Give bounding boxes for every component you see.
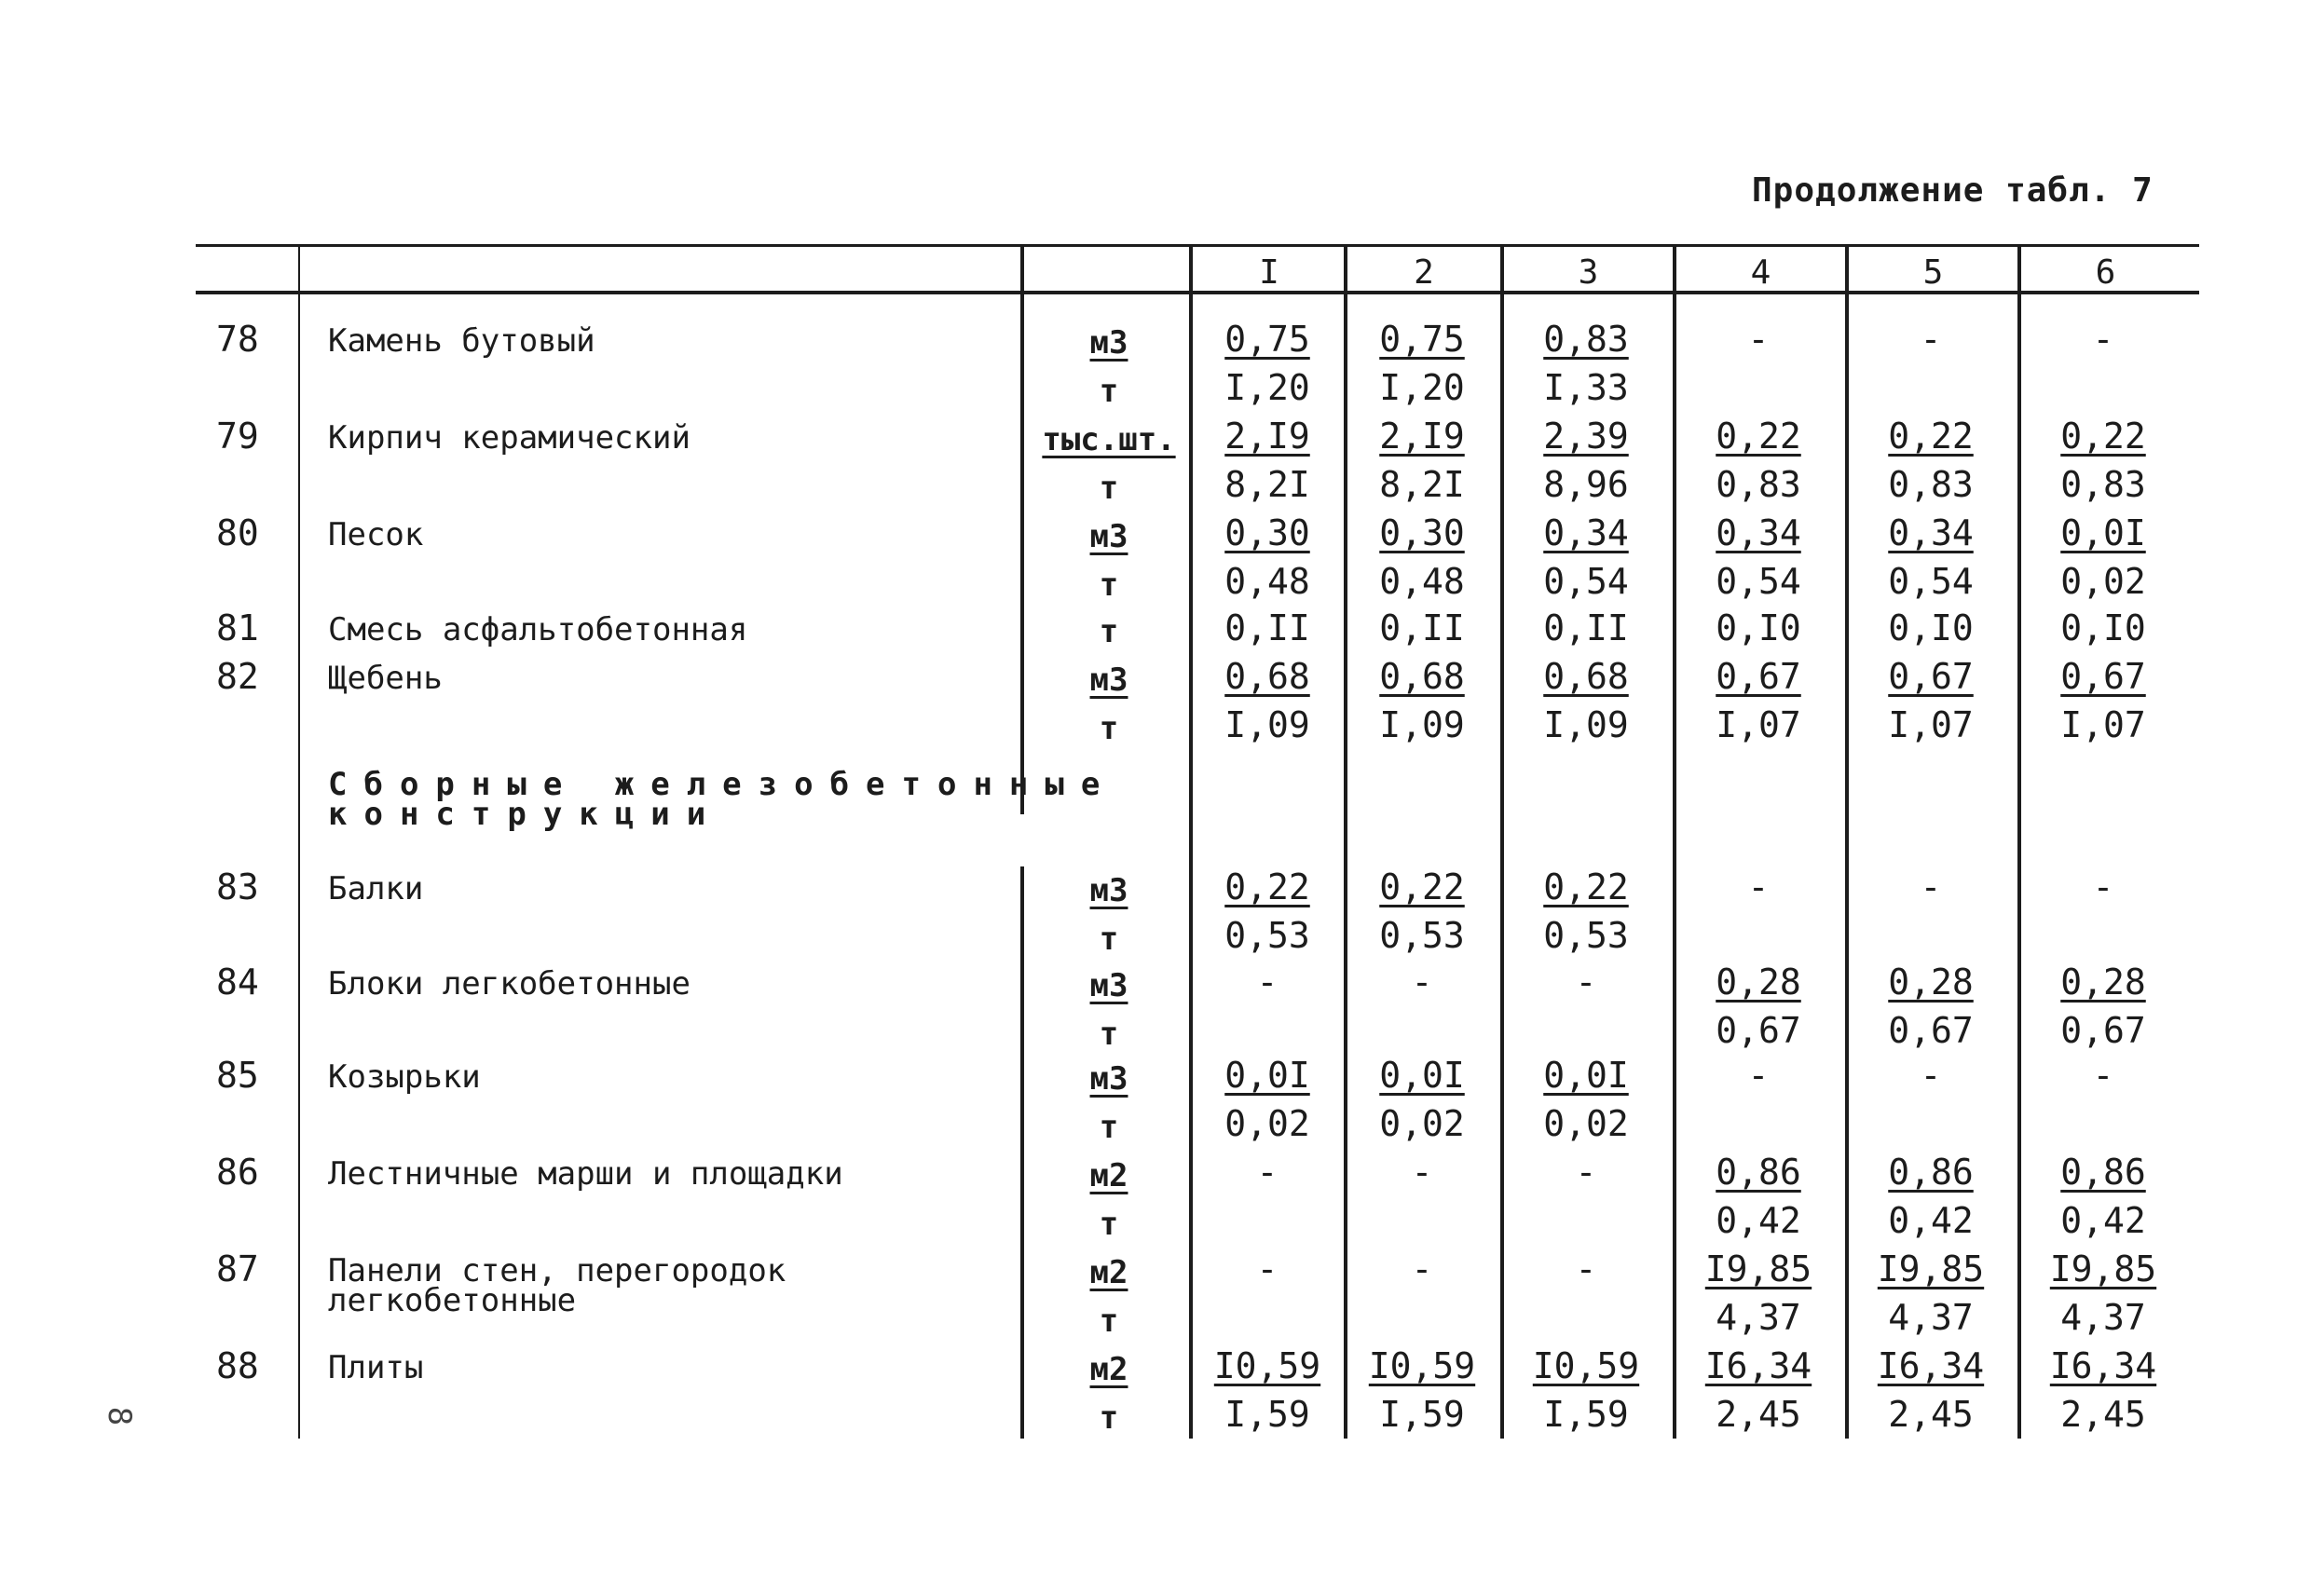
row-number: 79 bbox=[216, 416, 259, 457]
value-cell: 0,68 bbox=[1224, 656, 1310, 697]
value-cell: 0,0I bbox=[1224, 1055, 1310, 1096]
value-cell: I,09 bbox=[1224, 704, 1310, 745]
value-cell: I,59 bbox=[1379, 1394, 1465, 1435]
top-rule bbox=[196, 244, 2199, 247]
value-cell: - bbox=[1256, 962, 1279, 1003]
value-cell: I,07 bbox=[2060, 704, 2146, 745]
value-cell: - bbox=[1575, 1152, 1597, 1193]
value-cell: - bbox=[1575, 1248, 1597, 1289]
row-unit: т bbox=[1099, 1016, 1119, 1053]
value-cell: - bbox=[1411, 1152, 1433, 1193]
value-cell: I9,85 bbox=[2049, 1248, 2157, 1289]
value-cell: 0,53 bbox=[1224, 915, 1310, 956]
row-name: Балки bbox=[328, 870, 424, 907]
row-number: 86 bbox=[216, 1152, 259, 1193]
value-cell: 0,02 bbox=[1379, 1103, 1465, 1144]
col-header-4: 4 bbox=[1750, 253, 1771, 292]
value-cell: 0,II bbox=[1379, 607, 1465, 648]
value-cell: 0,68 bbox=[1543, 656, 1629, 697]
row-number: 81 bbox=[216, 607, 259, 648]
value-cell: I6,34 bbox=[1704, 1345, 1812, 1386]
value-cell: 2,I9 bbox=[1379, 416, 1465, 457]
row-unit: м3 bbox=[1089, 324, 1128, 361]
value-cell: I,07 bbox=[1888, 704, 1974, 745]
value-cell: I6,34 bbox=[2049, 1345, 2157, 1386]
value-cell: 0,30 bbox=[1379, 512, 1465, 553]
value-cell: I9,85 bbox=[1877, 1248, 1985, 1289]
row-unit: т bbox=[1099, 373, 1119, 410]
row-name: Козырьки bbox=[328, 1058, 481, 1096]
row-name: Камень бутовый bbox=[328, 322, 595, 360]
value-cell: - bbox=[1256, 1152, 1279, 1193]
value-cell: 0,30 bbox=[1224, 512, 1310, 553]
value-cell: 8,2I bbox=[1224, 464, 1310, 505]
value-cell: 0,67 bbox=[1716, 656, 1801, 697]
row-number: 88 bbox=[216, 1345, 259, 1386]
row-unit: т bbox=[1099, 921, 1119, 958]
value-cell: I,33 bbox=[1543, 367, 1629, 408]
value-cell: 0,67 bbox=[1888, 656, 1974, 697]
row-unit: м3 bbox=[1089, 1060, 1128, 1098]
value-cell: - bbox=[1256, 1248, 1279, 1289]
value-cell: 0,22 bbox=[1224, 866, 1310, 907]
value-cell: 0,83 bbox=[1888, 464, 1974, 505]
value-cell: - bbox=[1747, 866, 1770, 907]
value-cell: I,59 bbox=[1224, 1394, 1310, 1435]
value-cell: 0,22 bbox=[1379, 866, 1465, 907]
value-cell: 0,83 bbox=[1716, 464, 1801, 505]
value-cell: 0,0I bbox=[1379, 1055, 1465, 1096]
value-cell: I9,85 bbox=[1704, 1248, 1812, 1289]
value-cell: 0,67 bbox=[1888, 1010, 1974, 1051]
row-unit: т bbox=[1099, 470, 1119, 507]
value-cell: I,59 bbox=[1543, 1394, 1629, 1435]
value-cell: - bbox=[1920, 866, 1942, 907]
value-cell: I,20 bbox=[1379, 367, 1465, 408]
row-unit: м2 bbox=[1089, 1157, 1128, 1194]
col-divider-2 bbox=[1500, 246, 1504, 1439]
row-name: легкобетонные bbox=[328, 1282, 577, 1319]
page-mark: 8 bbox=[101, 1406, 139, 1426]
row-number: 87 bbox=[216, 1248, 259, 1289]
row-name: Панели стен, перегородок bbox=[328, 1252, 786, 1289]
value-cell: 0,I0 bbox=[1716, 607, 1801, 648]
value-cell: 0,54 bbox=[1543, 561, 1629, 602]
row-unit: м2 bbox=[1089, 1351, 1128, 1388]
row-unit: м3 bbox=[1089, 967, 1128, 1004]
value-cell: - bbox=[1411, 962, 1433, 1003]
col-divider-5 bbox=[2017, 246, 2021, 1439]
value-cell: 0,42 bbox=[2060, 1200, 2146, 1241]
value-cell: 0,22 bbox=[2060, 416, 2146, 457]
value-cell: 4,37 bbox=[1716, 1297, 1801, 1338]
value-cell: 4,37 bbox=[2060, 1297, 2146, 1338]
value-cell: I0,59 bbox=[1368, 1345, 1476, 1386]
value-cell: 0,0I bbox=[1543, 1055, 1629, 1096]
value-cell: 0,67 bbox=[1716, 1010, 1801, 1051]
col-divider-3 bbox=[1673, 246, 1676, 1439]
value-cell: 0,48 bbox=[1379, 561, 1465, 602]
value-cell: I0,59 bbox=[1213, 1345, 1321, 1386]
value-cell: 0,28 bbox=[2060, 962, 2146, 1003]
col-header-1: I bbox=[1259, 253, 1279, 292]
value-cell: 0,42 bbox=[1716, 1200, 1801, 1241]
row-number: 83 bbox=[216, 866, 259, 907]
value-cell: - bbox=[2092, 866, 2114, 907]
value-cell: 0,I0 bbox=[1888, 607, 1974, 648]
value-cell: 0,42 bbox=[1888, 1200, 1974, 1241]
col-divider-num bbox=[298, 246, 300, 1439]
value-cell: - bbox=[1920, 319, 1942, 360]
row-unit: м3 bbox=[1089, 872, 1128, 909]
value-cell: 0,54 bbox=[1888, 561, 1974, 602]
row-number: 80 bbox=[216, 512, 259, 553]
row-name: Плиты bbox=[328, 1349, 424, 1386]
col-header-6: 6 bbox=[2095, 253, 2116, 292]
value-cell: 4,37 bbox=[1888, 1297, 1974, 1338]
row-number: 84 bbox=[216, 962, 259, 1003]
section-heading-line-2: конструкции bbox=[328, 796, 723, 833]
value-cell: - bbox=[1747, 319, 1770, 360]
row-unit: т bbox=[1099, 1109, 1119, 1146]
value-cell: - bbox=[2092, 319, 2114, 360]
value-cell: 0,34 bbox=[1543, 512, 1629, 553]
row-number: 78 bbox=[216, 319, 259, 360]
value-cell: I,20 bbox=[1224, 367, 1310, 408]
value-cell: 0,48 bbox=[1224, 561, 1310, 602]
value-cell: 0,I0 bbox=[2060, 607, 2146, 648]
row-unit: т bbox=[1099, 566, 1119, 604]
col-divider-unit bbox=[1189, 246, 1193, 1439]
value-cell: - bbox=[2092, 1055, 2114, 1096]
value-cell: 2,I9 bbox=[1224, 416, 1310, 457]
value-cell: 2,39 bbox=[1543, 416, 1629, 457]
col-header-2: 2 bbox=[1414, 253, 1434, 292]
row-unit: т bbox=[1099, 710, 1119, 747]
value-cell: 2,45 bbox=[1716, 1394, 1801, 1435]
row-name: Лестничные марши и площадки bbox=[328, 1155, 843, 1193]
row-name: Кирпич керамический bbox=[328, 419, 691, 457]
value-cell: 0,67 bbox=[2060, 656, 2146, 697]
value-cell: 0,22 bbox=[1716, 416, 1801, 457]
value-cell: 0,54 bbox=[1716, 561, 1801, 602]
value-cell: 0,28 bbox=[1716, 962, 1801, 1003]
value-cell: 0,02 bbox=[2060, 561, 2146, 602]
row-unit: т bbox=[1099, 1206, 1119, 1243]
value-cell: 0,68 bbox=[1379, 656, 1465, 697]
row-number: 85 bbox=[216, 1055, 259, 1096]
col-header-5: 5 bbox=[1922, 253, 1944, 292]
value-cell: - bbox=[1920, 1055, 1942, 1096]
col-divider-name-lower bbox=[1020, 866, 1024, 1439]
value-cell: 2,45 bbox=[2060, 1394, 2146, 1435]
value-cell: 0,83 bbox=[1543, 319, 1629, 360]
value-cell: 0,28 bbox=[1888, 962, 1974, 1003]
value-cell: 0,II bbox=[1224, 607, 1310, 648]
value-cell: 0,II bbox=[1543, 607, 1629, 648]
row-name: Песок bbox=[328, 516, 424, 553]
col-divider-1 bbox=[1344, 246, 1347, 1439]
col-divider-name bbox=[1020, 246, 1024, 814]
value-cell: 0,53 bbox=[1543, 915, 1629, 956]
value-cell: 8,2I bbox=[1379, 464, 1465, 505]
value-cell: I0,59 bbox=[1532, 1345, 1640, 1386]
row-number: 82 bbox=[216, 656, 259, 697]
row-name: Щебень bbox=[328, 660, 443, 697]
row-name: Смесь асфальтобетонная bbox=[328, 611, 748, 648]
value-cell: 0,02 bbox=[1543, 1103, 1629, 1144]
value-cell: I,07 bbox=[1716, 704, 1801, 745]
value-cell: - bbox=[1411, 1248, 1433, 1289]
section-heading bbox=[328, 766, 1117, 833]
col-header-3: 3 bbox=[1578, 253, 1599, 292]
value-cell: 0,83 bbox=[2060, 464, 2146, 505]
value-cell: I,09 bbox=[1379, 704, 1465, 745]
col-divider-4 bbox=[1845, 246, 1849, 1439]
value-cell: 2,45 bbox=[1888, 1394, 1974, 1435]
row-unit: м3 bbox=[1089, 662, 1128, 699]
value-cell: 0,86 bbox=[1716, 1152, 1801, 1193]
value-cell: 0,86 bbox=[1888, 1152, 1974, 1193]
value-cell: 0,34 bbox=[1888, 512, 1974, 553]
section-heading-line-1: Сборные железобетонные bbox=[328, 766, 1117, 803]
value-cell: I6,34 bbox=[1877, 1345, 1985, 1386]
value-cell: 0,75 bbox=[1379, 319, 1465, 360]
row-unit: т bbox=[1099, 1399, 1119, 1437]
value-cell: 0,34 bbox=[1716, 512, 1801, 553]
row-unit: т bbox=[1099, 1303, 1119, 1340]
row-unit: м2 bbox=[1089, 1254, 1128, 1291]
row-unit: т bbox=[1099, 613, 1119, 650]
value-cell: 0,02 bbox=[1224, 1103, 1310, 1144]
value-cell: - bbox=[1747, 1055, 1770, 1096]
table-caption: Продолжение табл. 7 bbox=[1752, 171, 2154, 210]
row-unit: тыс.шт. bbox=[1042, 421, 1176, 458]
value-cell: - bbox=[1575, 962, 1597, 1003]
value-cell: 0,86 bbox=[2060, 1152, 2146, 1193]
value-cell: 0,0I bbox=[2060, 512, 2146, 553]
value-cell: 0,22 bbox=[1543, 866, 1629, 907]
value-cell: 0,22 bbox=[1888, 416, 1974, 457]
value-cell: 0,67 bbox=[2060, 1010, 2146, 1051]
value-cell: 0,53 bbox=[1379, 915, 1465, 956]
row-name: Блоки легкобетонные bbox=[328, 965, 691, 1003]
value-cell: 0,75 bbox=[1224, 319, 1310, 360]
value-cell: I,09 bbox=[1543, 704, 1629, 745]
value-cell: 8,96 bbox=[1543, 464, 1629, 505]
row-unit: м3 bbox=[1089, 518, 1128, 555]
